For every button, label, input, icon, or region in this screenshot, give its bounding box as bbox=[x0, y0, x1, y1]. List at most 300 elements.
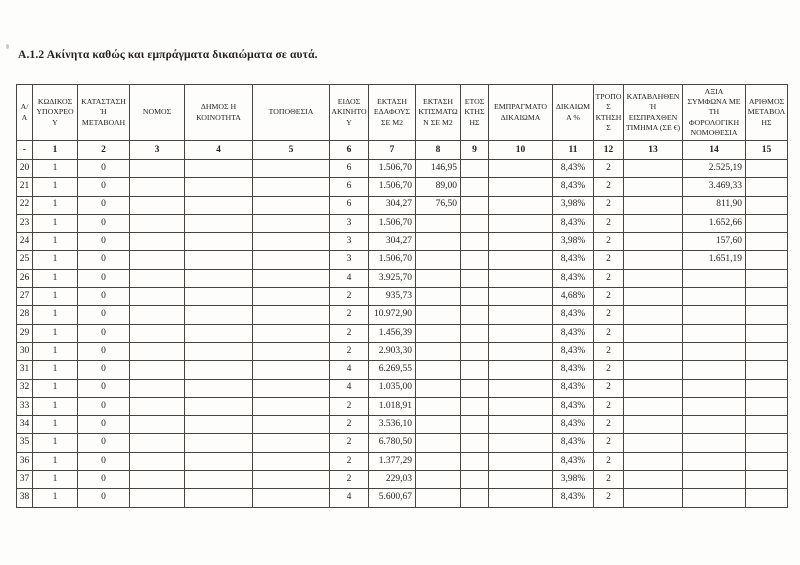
cell bbox=[489, 397, 553, 415]
table-row bbox=[17, 251, 788, 269]
table-row bbox=[17, 489, 788, 507]
cell bbox=[461, 434, 489, 452]
cell bbox=[624, 233, 683, 251]
cell: 1 bbox=[33, 489, 78, 507]
header-cell: ΤΟΠΟΘΕΣΙΑ bbox=[253, 85, 330, 141]
cell bbox=[185, 452, 253, 470]
cell: 0 bbox=[78, 452, 130, 470]
cell: 1 bbox=[33, 471, 78, 489]
cell bbox=[130, 178, 185, 196]
cell: 0 bbox=[78, 269, 130, 287]
cell bbox=[130, 452, 185, 470]
column-number-cell: 10 bbox=[489, 141, 553, 160]
cell: 1.651,19 bbox=[683, 251, 746, 269]
cell bbox=[416, 288, 461, 306]
cell bbox=[130, 214, 185, 232]
cell: 2 bbox=[594, 233, 624, 251]
cell bbox=[624, 342, 683, 360]
cell bbox=[489, 160, 553, 178]
cell bbox=[461, 196, 489, 214]
cell bbox=[461, 361, 489, 379]
cell: 6.780,50 bbox=[369, 434, 416, 452]
cell bbox=[253, 416, 330, 434]
cell: 1.506,70 bbox=[369, 251, 416, 269]
table-row bbox=[17, 379, 788, 397]
cell bbox=[185, 342, 253, 360]
cell bbox=[461, 489, 489, 507]
cell bbox=[624, 434, 683, 452]
cell: 2 bbox=[594, 361, 624, 379]
cell: 2 bbox=[330, 342, 369, 360]
properties-table bbox=[16, 84, 788, 508]
cell: 0 bbox=[78, 489, 130, 507]
cell bbox=[130, 434, 185, 452]
cell bbox=[489, 471, 553, 489]
cell: 0 bbox=[78, 361, 130, 379]
cell bbox=[746, 178, 788, 196]
header-row bbox=[17, 85, 788, 141]
cell bbox=[253, 233, 330, 251]
cell bbox=[130, 269, 185, 287]
cell bbox=[461, 452, 489, 470]
cell bbox=[624, 306, 683, 324]
cell: 29 bbox=[17, 324, 33, 342]
cell: 2 bbox=[330, 397, 369, 415]
cell: 2.903,30 bbox=[369, 342, 416, 360]
cell bbox=[746, 160, 788, 178]
cell bbox=[130, 361, 185, 379]
cell bbox=[489, 452, 553, 470]
cell bbox=[416, 489, 461, 507]
cell: 0 bbox=[78, 416, 130, 434]
cell: 2 bbox=[594, 324, 624, 342]
cell: 2 bbox=[594, 288, 624, 306]
cell bbox=[130, 251, 185, 269]
cell bbox=[185, 379, 253, 397]
column-number-cell: 4 bbox=[185, 141, 253, 160]
cell bbox=[461, 214, 489, 232]
cell: 38 bbox=[17, 489, 33, 507]
cell bbox=[185, 269, 253, 287]
table-row bbox=[17, 178, 788, 196]
cell: 21 bbox=[17, 178, 33, 196]
cell bbox=[746, 214, 788, 232]
cell: 3.469,33 bbox=[683, 178, 746, 196]
header-cell: ΑΞΙΑ ΣΥΜΦΩΝΑ ΜΕ ΤΗ ΦΟΡΟΛΟΓΙΚΗ ΝΟΜΟΘΕΣΙΑ bbox=[683, 85, 746, 141]
cell bbox=[624, 214, 683, 232]
cell: 6 bbox=[330, 178, 369, 196]
cell bbox=[624, 269, 683, 287]
cell bbox=[130, 196, 185, 214]
cell: 8,43% bbox=[553, 434, 594, 452]
cell: 1.506,70 bbox=[369, 178, 416, 196]
cell: 811,90 bbox=[683, 196, 746, 214]
cell: 3 bbox=[330, 214, 369, 232]
cell bbox=[683, 416, 746, 434]
cell bbox=[416, 361, 461, 379]
cell bbox=[416, 397, 461, 415]
cell: 8,43% bbox=[553, 251, 594, 269]
column-number-cell: 5 bbox=[253, 141, 330, 160]
table-row bbox=[17, 196, 788, 214]
cell bbox=[185, 361, 253, 379]
cell bbox=[185, 214, 253, 232]
column-number-cell: 3 bbox=[130, 141, 185, 160]
cell: 1 bbox=[33, 306, 78, 324]
cell: 3,98% bbox=[553, 196, 594, 214]
cell bbox=[746, 269, 788, 287]
cell bbox=[683, 324, 746, 342]
cell: 0 bbox=[78, 251, 130, 269]
cell: 935,73 bbox=[369, 288, 416, 306]
cell bbox=[130, 416, 185, 434]
section-title: Α.1.2 Ακίνητα καθώς και εμπράγματα δικαιώματα σε αυτά. bbox=[18, 49, 318, 61]
column-number-cell: - bbox=[17, 141, 33, 160]
cell: 34 bbox=[17, 416, 33, 434]
cell: 8,43% bbox=[553, 178, 594, 196]
cell: 0 bbox=[78, 178, 130, 196]
cell bbox=[130, 397, 185, 415]
cell: 30 bbox=[17, 342, 33, 360]
cell bbox=[683, 342, 746, 360]
cell bbox=[130, 160, 185, 178]
table-row bbox=[17, 471, 788, 489]
cell bbox=[185, 306, 253, 324]
cell bbox=[746, 452, 788, 470]
column-number-row bbox=[17, 141, 788, 160]
cell: 2 bbox=[330, 452, 369, 470]
cell bbox=[683, 452, 746, 470]
cell: 3.925,70 bbox=[369, 269, 416, 287]
cell: 0 bbox=[78, 196, 130, 214]
cell: 4 bbox=[330, 361, 369, 379]
column-number-cell: 13 bbox=[624, 141, 683, 160]
cell bbox=[253, 251, 330, 269]
cell: 36 bbox=[17, 452, 33, 470]
table-row bbox=[17, 361, 788, 379]
cell bbox=[624, 379, 683, 397]
table-row bbox=[17, 416, 788, 434]
cell: 1.506,70 bbox=[369, 160, 416, 178]
cell bbox=[253, 324, 330, 342]
cell: 1 bbox=[33, 288, 78, 306]
cell bbox=[624, 251, 683, 269]
column-number-cell: 12 bbox=[594, 141, 624, 160]
cell: 1 bbox=[33, 434, 78, 452]
cell bbox=[746, 434, 788, 452]
cell: 8,43% bbox=[553, 361, 594, 379]
cell bbox=[461, 251, 489, 269]
column-number-cell: 2 bbox=[78, 141, 130, 160]
cell: 1 bbox=[33, 416, 78, 434]
header-cell: ΔΙΚΑΙΩΜΑ % bbox=[553, 85, 594, 141]
cell: 3,98% bbox=[553, 471, 594, 489]
column-number-cell: 11 bbox=[553, 141, 594, 160]
cell bbox=[489, 342, 553, 360]
cell bbox=[416, 306, 461, 324]
cell: 8,43% bbox=[553, 489, 594, 507]
cell: 89,00 bbox=[416, 178, 461, 196]
cell: 2 bbox=[594, 416, 624, 434]
cell bbox=[185, 397, 253, 415]
cell bbox=[683, 269, 746, 287]
cell bbox=[489, 251, 553, 269]
header-cell: ΕΜΠΡΑΓΜΑΤΟ ΔΙΚΑΙΩΜΑ bbox=[489, 85, 553, 141]
cell bbox=[746, 251, 788, 269]
cell: 3.536,10 bbox=[369, 416, 416, 434]
cell bbox=[185, 416, 253, 434]
header-cell: ΚΑΤΑΒΛΗΘΕΝ Ή ΕΙΣΠΡΑΧΘΕΝ ΤΙΜΗΜΑ (ΣΕ €) bbox=[624, 85, 683, 141]
cell bbox=[253, 489, 330, 507]
cell: 10.972,90 bbox=[369, 306, 416, 324]
cell: 28 bbox=[17, 306, 33, 324]
cell bbox=[489, 306, 553, 324]
cell bbox=[253, 452, 330, 470]
cell: 1.018,91 bbox=[369, 397, 416, 415]
cell bbox=[253, 196, 330, 214]
cell: 2 bbox=[594, 434, 624, 452]
cell: 4,68% bbox=[553, 288, 594, 306]
cell: 157,60 bbox=[683, 233, 746, 251]
header-cell: ΑΡΙΘΜΟΣ ΜΕΤΑΒΟΛΗΣ bbox=[746, 85, 788, 141]
cell: 35 bbox=[17, 434, 33, 452]
cell bbox=[489, 361, 553, 379]
cell bbox=[746, 196, 788, 214]
cell bbox=[624, 361, 683, 379]
cell: 1 bbox=[33, 452, 78, 470]
cell bbox=[185, 489, 253, 507]
cell: 1 bbox=[33, 379, 78, 397]
cell: 0 bbox=[78, 434, 130, 452]
cell bbox=[416, 416, 461, 434]
table-row bbox=[17, 160, 788, 178]
cell bbox=[489, 416, 553, 434]
cell bbox=[683, 471, 746, 489]
cell: 2 bbox=[330, 288, 369, 306]
cell bbox=[683, 361, 746, 379]
table-row bbox=[17, 214, 788, 232]
cell: 2 bbox=[330, 434, 369, 452]
table-row bbox=[17, 269, 788, 287]
cell: 2 bbox=[594, 379, 624, 397]
cell: 0 bbox=[78, 471, 130, 489]
cell: 2 bbox=[594, 489, 624, 507]
cell bbox=[130, 324, 185, 342]
scan-artifact bbox=[6, 44, 9, 49]
cell bbox=[683, 489, 746, 507]
cell: 1 bbox=[33, 342, 78, 360]
cell: 2 bbox=[330, 324, 369, 342]
cell bbox=[624, 160, 683, 178]
cell: 1 bbox=[33, 361, 78, 379]
header-cell: ΕΤΟΣ ΚΤΗΣΗΣ bbox=[461, 85, 489, 141]
cell bbox=[253, 361, 330, 379]
cell: 22 bbox=[17, 196, 33, 214]
header-cell: ΝΟΜΟΣ bbox=[130, 85, 185, 141]
cell bbox=[253, 379, 330, 397]
cell bbox=[683, 379, 746, 397]
cell: 1.456,39 bbox=[369, 324, 416, 342]
cell: 1 bbox=[33, 251, 78, 269]
cell bbox=[746, 471, 788, 489]
cell bbox=[746, 379, 788, 397]
cell: 0 bbox=[78, 324, 130, 342]
cell: 5.600,67 bbox=[369, 489, 416, 507]
column-number-cell: 7 bbox=[369, 141, 416, 160]
cell bbox=[416, 233, 461, 251]
cell bbox=[746, 416, 788, 434]
cell: 2 bbox=[594, 269, 624, 287]
cell bbox=[489, 269, 553, 287]
cell bbox=[185, 324, 253, 342]
cell bbox=[416, 342, 461, 360]
cell bbox=[416, 269, 461, 287]
cell: 31 bbox=[17, 361, 33, 379]
cell: 2 bbox=[594, 196, 624, 214]
cell: 1.377,29 bbox=[369, 452, 416, 470]
cell bbox=[185, 251, 253, 269]
cell: 2 bbox=[594, 452, 624, 470]
cell: 2.525,19 bbox=[683, 160, 746, 178]
cell: 0 bbox=[78, 233, 130, 251]
cell bbox=[746, 233, 788, 251]
cell bbox=[461, 471, 489, 489]
cell bbox=[253, 160, 330, 178]
cell bbox=[253, 471, 330, 489]
table-row bbox=[17, 288, 788, 306]
cell: 33 bbox=[17, 397, 33, 415]
cell bbox=[624, 196, 683, 214]
cell: 0 bbox=[78, 160, 130, 178]
table-row bbox=[17, 233, 788, 251]
cell bbox=[461, 233, 489, 251]
cell bbox=[416, 214, 461, 232]
cell bbox=[683, 434, 746, 452]
cell bbox=[130, 471, 185, 489]
cell bbox=[185, 196, 253, 214]
cell: 1 bbox=[33, 269, 78, 287]
cell bbox=[185, 233, 253, 251]
cell bbox=[185, 178, 253, 196]
header-cell: ΔΗΜΟΣ Η ΚΟΙΝΟΤΗΤΑ bbox=[185, 85, 253, 141]
header-cell: ΚΑΤΑΣΤΑΣΗ Ή ΜΕΤΑΒΟΛΗ bbox=[78, 85, 130, 141]
cell bbox=[489, 324, 553, 342]
cell bbox=[253, 288, 330, 306]
cell bbox=[416, 379, 461, 397]
cell: 2 bbox=[594, 397, 624, 415]
cell bbox=[624, 324, 683, 342]
cell: 2 bbox=[594, 471, 624, 489]
cell bbox=[489, 489, 553, 507]
header-cell: ΚΩΔΙΚΟΣ ΥΠΟΧΡΕΟΥ bbox=[33, 85, 78, 141]
cell: 2 bbox=[330, 306, 369, 324]
cell: 4 bbox=[330, 379, 369, 397]
cell: 8,43% bbox=[553, 452, 594, 470]
cell bbox=[624, 397, 683, 415]
table-row bbox=[17, 342, 788, 360]
cell bbox=[416, 452, 461, 470]
column-number-cell: 9 bbox=[461, 141, 489, 160]
cell: 0 bbox=[78, 397, 130, 415]
cell bbox=[624, 288, 683, 306]
cell bbox=[461, 342, 489, 360]
cell: 23 bbox=[17, 214, 33, 232]
header-cell: ΤΡΟΠΟΣ ΚΤΗΣΗΣ bbox=[594, 85, 624, 141]
cell: 2 bbox=[594, 342, 624, 360]
cell: 25 bbox=[17, 251, 33, 269]
cell: 8,43% bbox=[553, 416, 594, 434]
cell: 304,27 bbox=[369, 196, 416, 214]
cell bbox=[416, 434, 461, 452]
table-row bbox=[17, 306, 788, 324]
cell: 2 bbox=[594, 251, 624, 269]
table-row bbox=[17, 397, 788, 415]
table-body bbox=[17, 160, 788, 508]
cell bbox=[253, 434, 330, 452]
cell bbox=[624, 471, 683, 489]
cell: 3 bbox=[330, 233, 369, 251]
cell: 3 bbox=[330, 251, 369, 269]
cell: 6.269,55 bbox=[369, 361, 416, 379]
column-number-cell: 14 bbox=[683, 141, 746, 160]
cell bbox=[489, 434, 553, 452]
cell bbox=[130, 342, 185, 360]
cell bbox=[461, 324, 489, 342]
cell: 0 bbox=[78, 342, 130, 360]
cell bbox=[253, 178, 330, 196]
cell bbox=[489, 178, 553, 196]
cell: 1.506,70 bbox=[369, 214, 416, 232]
cell bbox=[683, 397, 746, 415]
cell: 4 bbox=[330, 489, 369, 507]
cell: 8,43% bbox=[553, 269, 594, 287]
cell bbox=[624, 452, 683, 470]
cell bbox=[461, 269, 489, 287]
cell bbox=[489, 196, 553, 214]
cell bbox=[416, 324, 461, 342]
cell: 8,43% bbox=[553, 379, 594, 397]
cell bbox=[185, 160, 253, 178]
cell: 1.652,66 bbox=[683, 214, 746, 232]
cell: 27 bbox=[17, 288, 33, 306]
cell bbox=[185, 434, 253, 452]
cell bbox=[746, 342, 788, 360]
cell bbox=[683, 288, 746, 306]
cell: 24 bbox=[17, 233, 33, 251]
cell bbox=[416, 251, 461, 269]
cell: 37 bbox=[17, 471, 33, 489]
cell: 1 bbox=[33, 397, 78, 415]
cell bbox=[489, 233, 553, 251]
cell bbox=[253, 269, 330, 287]
cell bbox=[185, 288, 253, 306]
cell: 8,43% bbox=[553, 214, 594, 232]
cell: 304,27 bbox=[369, 233, 416, 251]
cell bbox=[253, 397, 330, 415]
cell bbox=[461, 416, 489, 434]
cell: 229,03 bbox=[369, 471, 416, 489]
cell bbox=[746, 324, 788, 342]
cell bbox=[746, 397, 788, 415]
cell bbox=[746, 306, 788, 324]
cell bbox=[461, 306, 489, 324]
cell: 2 bbox=[330, 416, 369, 434]
cell bbox=[185, 471, 253, 489]
cell: 1 bbox=[33, 324, 78, 342]
header-cell: Α/Α bbox=[17, 85, 33, 141]
cell bbox=[130, 379, 185, 397]
cell: 0 bbox=[78, 379, 130, 397]
